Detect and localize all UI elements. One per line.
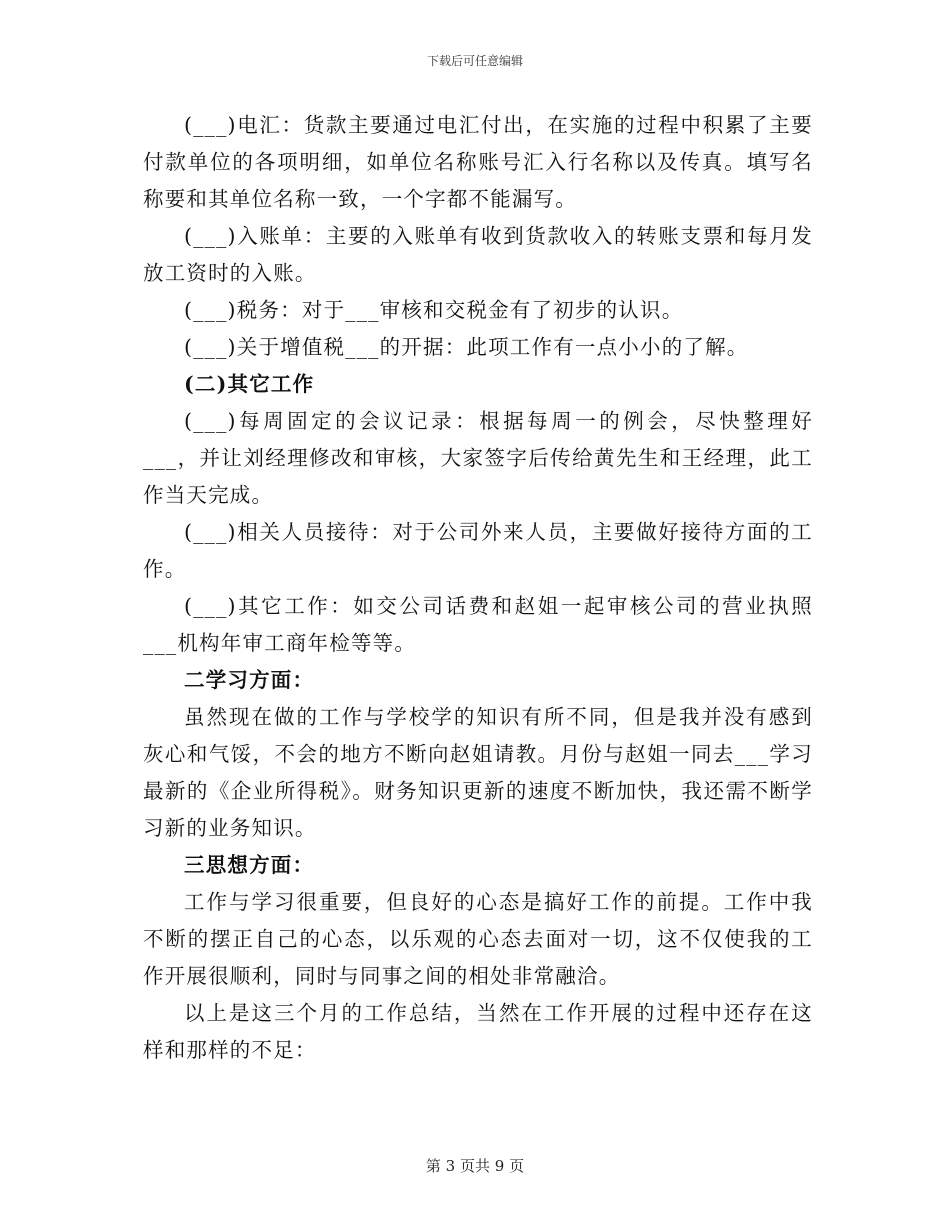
paragraph-tax: (___)税务：对于___审核和交税金有了初步的认识。: [184, 298, 684, 322]
document-body: [143, 107, 813, 1069]
section-heading-other-work: (二)其它工作: [184, 372, 315, 396]
section-heading-thinking: 三思想方面：: [184, 853, 315, 877]
page-header: 下载后可任意编辑: [426, 54, 523, 68]
paragraph-wire-transfer: (___)电汇：货款主要通过电汇付出，在实施的过程中积累了主要付款单位的各项明细，如单位名称账号汇入行名称以及传真。填写名称要和其单位名称一致，一个字都不能漏写。: [143, 113, 813, 211]
page-footer: 第 3 页共 9 页: [425, 1157, 525, 1175]
section-heading-learning: 二学习方面：: [184, 668, 315, 692]
paragraph-other-tasks: (___)其它工作：如交公司话费和赵姐一起审核公司的营业执照___机构年审工商年检等等。: [143, 594, 813, 655]
paragraph-meeting-minutes: (___)每周固定的会议记录：根据每周一的例会，尽快整理好___，并让刘经理修改和审核，大家签字后传给黄先生和王经理，此工作当天完成。: [143, 409, 813, 507]
paragraph-learning: 虽然现在做的工作与学校学的知识有所不同，但是我并没有感到灰心和气馁，不会的地方不断向赵姐请教。月份与赵姐一同去___学习最新的《企业所得税》。财务知识更新的速度不断加快，我还需不断学习新的业务知识。: [143, 705, 813, 840]
paragraph-summary: 以上是这三个月的工作总结，当然在工作开展的过程中还存在这样和那样的不足：: [143, 1001, 813, 1062]
paragraph-thinking: 工作与学习很重要，但良好的心态是搞好工作的前提。工作中我不断的摆正自己的心态，以乐观的心态去面对一切，这不仅使我的工作开展很顺利，同时与同事之间的相处非常融洽。: [143, 890, 813, 988]
paragraph-entry-slip: (___)入账单：主要的入账单有收到货款收入的转账支票和每月发放工资时的入账。: [143, 224, 813, 285]
paragraph-vat-invoice: (___)关于增值税___的开据：此项工作有一点小小的了解。: [184, 335, 749, 359]
paragraph-reception: (___)相关人员接待：对于公司外来人员，主要做好接待方面的工作。: [143, 520, 813, 581]
